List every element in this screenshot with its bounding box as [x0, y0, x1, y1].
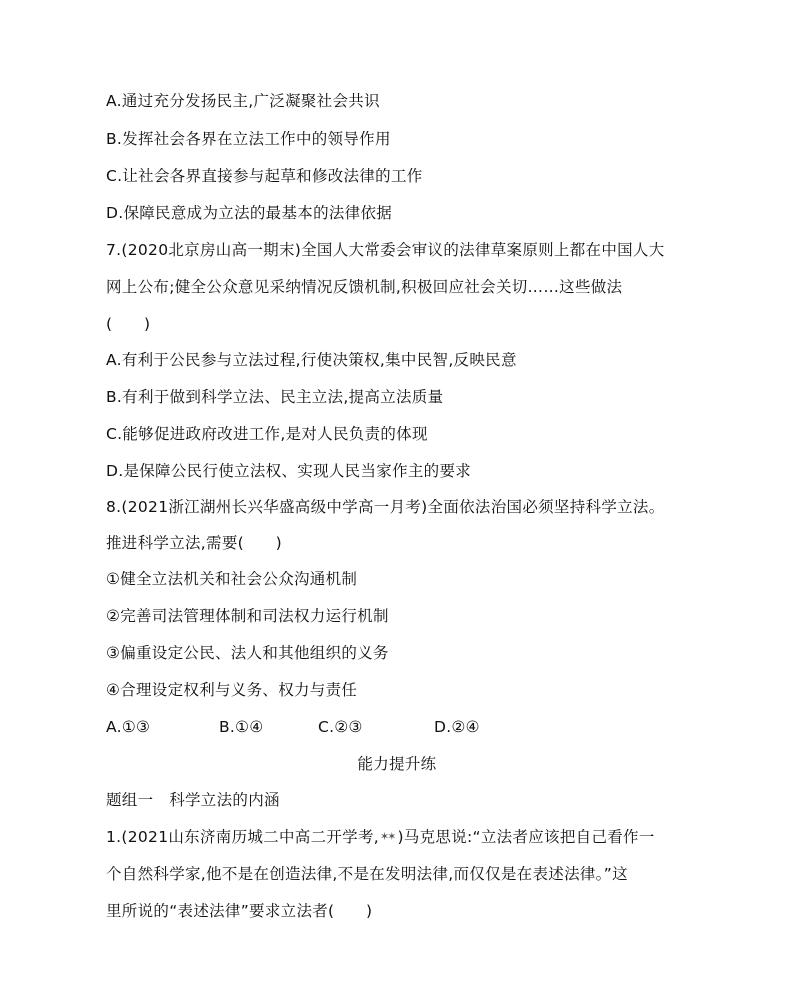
q8-stem-line-2: 推进科学立法,需要( )	[106, 534, 282, 552]
q6-option-a: A.通过充分发扬民主,广泛凝聚社会共识	[106, 92, 380, 110]
q6-option-b: B.发挥社会各界在立法工作中的领导作用	[106, 130, 391, 148]
q8-choices-row	[106, 717, 506, 737]
q7-stem-line-2: 网上公布;健全公众意见采纳情况反馈机制,积极回应社会关切……这些做法	[106, 278, 623, 296]
q8-stem-line-1: 8.(2021浙江湖州长兴华盛高级中学高一月考)全面依法治国必须坚持科学立法。	[106, 498, 665, 516]
star-difficulty-icon: ✶✶	[380, 830, 395, 843]
group-title: 题组一 科学立法的内涵	[106, 791, 280, 809]
q7-option-d: D.是保障公民行使立法权、实现人民当家作主的要求	[106, 462, 472, 480]
q8-choice-d: D.②④	[434, 718, 480, 736]
section-title: 能力提升练	[357, 755, 437, 773]
q8-item-1: ①健全立法机关和社会公众沟通机制	[106, 570, 358, 588]
q7-option-c: C.能够促进政府改进工作,是对人民负责的体现	[106, 425, 428, 443]
q1-source-prefix: 1.(2021山东济南历城二中高二开学考,	[106, 828, 380, 846]
q6-option-d: D.保障民意成为立法的最基本的法律依据	[106, 204, 393, 222]
q1-stem-line-2: 个自然科学家,他不是在创造法律,不是在发明法律,而仅仅是在表述法律。”这	[106, 865, 628, 883]
q8-choice-c: C.②③	[318, 718, 363, 736]
q8-choice-b: B.①④	[219, 718, 264, 736]
q8-item-4: ④合理设定权利与义务、权力与责任	[106, 681, 358, 699]
q8-choice-a: A.①③	[106, 718, 151, 736]
q6-option-c: C.让社会各界直接参与起草和修改法律的工作	[106, 167, 423, 185]
q7-option-a: A.有利于公民参与立法过程,行使决策权,集中民智,反映民意	[106, 351, 517, 369]
q8-item-2: ②完善司法管理体制和司法权力运行机制	[106, 607, 389, 625]
q7-answer-blank: ( )	[106, 315, 151, 333]
q8-item-3: ③偏重设定公民、法人和其他组织的义务	[106, 644, 389, 662]
q7-option-b: B.有利于做到科学立法、民主立法,提高立法质量	[106, 388, 444, 406]
q7-stem-line-1: 7.(2020北京房山高一期末)全国人大常委会审议的法律草案原则上都在中国人大	[106, 241, 665, 259]
q1-stem-line-1	[106, 827, 655, 847]
q1-stem-line-3: 里所说的“表述法律”要求立法者( )	[106, 902, 373, 920]
q1-quote-start: )马克思说:“立法者应该把自己看作一	[397, 828, 655, 846]
